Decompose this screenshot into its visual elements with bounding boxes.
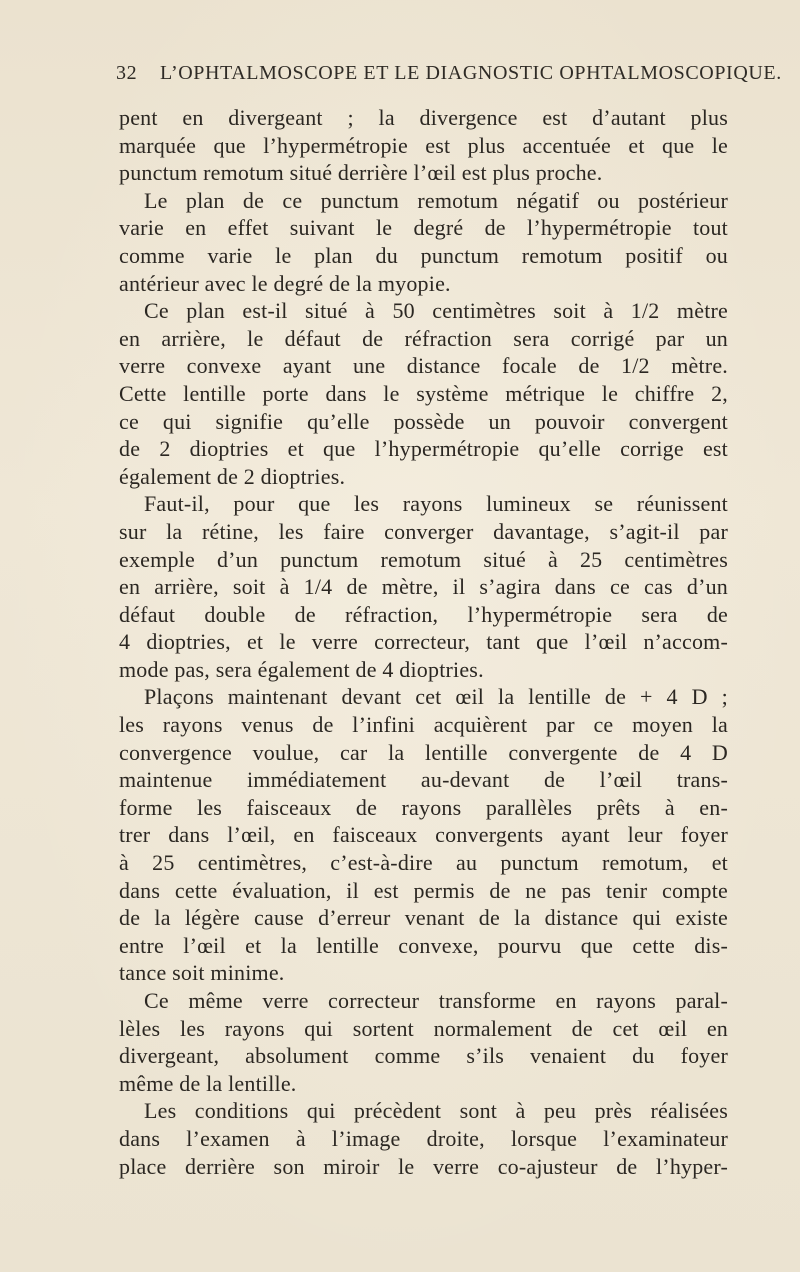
text-line: lèles les rayons qui sortent normalement de cet œil en [119,1015,728,1041]
text-line: forme les faisceaux de rayons parallèles prêts à en- [119,794,728,820]
text-line: dans cette évaluation, il est permis de ne pas tenir compte [119,877,728,903]
text-line: Cette lentille porte dans le système métrique le chiffre 2, [119,380,728,406]
text-line: varie en effet suivant le degré de l’hypermétropie tout [119,215,728,241]
text-line: en arrière, le défaut de réfraction sera corrigé par un [119,325,728,351]
text-line: trer dans l’œil, en faisceaux convergents ayant leur foyer [119,822,728,848]
text-line: exemple d’un punctum remotum situé à 25 centimètres [119,546,728,572]
text-line: Le plan de ce punctum remotum négatif ou postérieur [144,187,728,213]
text-line: mode pas, sera également de 4 dioptries. [119,656,484,682]
text-line: convergence voulue, car la lentille convergente de 4 D [119,739,728,765]
text-line: comme varie le plan du punctum remotum positif ou [119,242,728,268]
text-line: de 2 dioptries et que l’hypermétropie qu’elle corrige est [119,436,728,462]
page-number: 32 [116,62,138,84]
text-line: en arrière, soit à 1/4 de mètre, il s’agira dans ce cas d’un [119,574,728,600]
text-line: également de 2 dioptries. [119,463,346,489]
text-line: place derrière son miroir le verre co-ajusteur de l’hyper- [119,1153,728,1179]
text-line: sur la rétine, les faire converger davantage, s’agit-il par [119,518,728,544]
text-line: Ce plan est-il situé à 50 centimètres soit à 1/2 mètre [144,298,728,324]
text-line: 4 dioptries, et le verre correcteur, tant que l’œil n’accom- [119,629,728,655]
text-line: pent en divergeant ; la divergence est d’autant plus [119,105,728,130]
body-text [119,104,728,1180]
text-line: Les conditions qui précèdent sont à peu près réalisées [144,1098,728,1124]
running-head [116,62,782,88]
text-line: Faut-il, pour que les rayons lumineux se réunissent [144,491,728,517]
text-line: Ce même verre correcteur transforme en rayons paral- [144,988,728,1013]
text-line: dans l’examen à l’image droite, lorsque l’examinateur [119,1125,728,1151]
text-line: divergeant, absolument comme s’ils venaient du foyer [119,1043,728,1069]
text-line: de la légère cause d’erreur venant de la distance qui existe [119,905,728,931]
text-line: défaut double de réfraction, l’hypermétropie sera de [119,601,728,627]
text-line: tance soit minime. [119,960,285,986]
text-line: punctum remotum situé derrière l’œil est plus proche. [119,160,603,186]
text-line: antérieur avec le degré de la myopie. [119,270,451,296]
text-line: maintenue immédiatement au-devant de l’œil trans- [119,767,728,793]
text-line: à 25 centimètres, c’est-à-dire au punctum remotum, et [119,850,728,876]
running-title: L’OPHTALMOSCOPE ET LE DIAGNOSTIC OPHTALMOSCOPIQUE. [160,62,782,84]
text-line: ce qui signifie qu’elle possède un pouvoir convergent [119,408,728,434]
text-line: marquée que l’hypermétropie est plus accentuée et que le [119,132,728,158]
text-line: même de la lentille. [119,1070,297,1096]
text-line: verre convexe ayant une distance focale de 1/2 mètre. [119,353,728,379]
text-line: les rayons venus de l’infini acquièrent par ce moyen la [119,712,728,738]
text-line: entre l’œil et la lentille convexe, pourvu que cette dis- [119,932,728,958]
text-line: Plaçons maintenant devant cet œil la lentille de + 4 D ; [144,684,728,710]
